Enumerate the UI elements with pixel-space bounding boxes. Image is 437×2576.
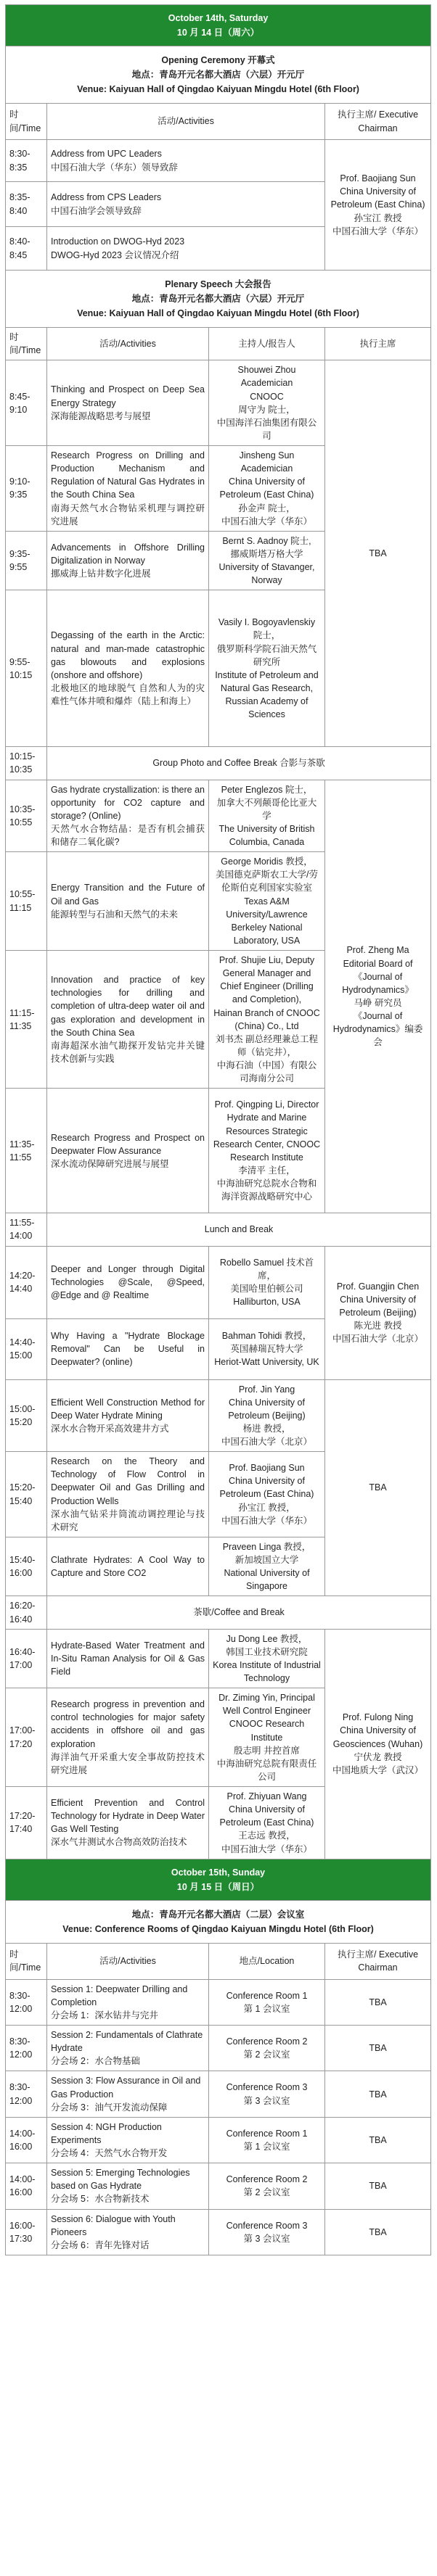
activity-cell: Why Having a "Hydrate Blockage Removal" Can be Useful in Deepwater? (online) xyxy=(47,1318,209,1379)
plenary-header xyxy=(6,271,431,328)
time-cell: 16:40-17:00 xyxy=(6,1629,47,1688)
location-cell: Conference Room 3 第 3 会议室 xyxy=(209,2209,325,2255)
activity-cell: Thinking and Prospect on Deep Sea Energy Strategy 深海能源战略思考与展望 xyxy=(47,360,209,446)
location-cell: Conference Room 2 第 2 会议室 xyxy=(209,2163,325,2209)
chair-cell: Prof. Baojiang Sun China University of Petroleum (East China) 孙宝江 教授 中国石油大学（华东） xyxy=(325,140,431,271)
speaker-cell: Ju Dong Lee 教授， 韩国工业技术研究院 Korea Institute of Industrial Technology xyxy=(209,1629,325,1688)
location-cell: Conference Room 1 第 1 会议室 xyxy=(209,2117,325,2163)
location-cell: Conference Room 2 第 2 会议室 xyxy=(209,2026,325,2071)
activity-cell: Session 6: Dialogue with Youth Pioneers 分会场 6：青年先锋对话 xyxy=(47,2209,209,2255)
lunch-row xyxy=(6,1213,431,1246)
chair-cell: Prof. Zheng Ma Editorial Board of《Journal of Hydrodynamics》 马峥 研究员 《Journal of Hydrodynamics》编委会 xyxy=(325,780,431,1213)
activity-cell: Research Progress and Prospect on Deepwater Flow Assurance 深水流动保障研究进展与展望 xyxy=(47,1089,209,1213)
activity-cell: Degassing of the earth in the Arctic: natural and man-made catastrophic gas blowouts and explosions (onshore and offshore) 北极地区的地球脱气 自然和人为的灾难性气体井喷和爆炸（陆上和海上） xyxy=(47,590,209,747)
time-cell: 8:30-12:00 xyxy=(6,2071,47,2117)
date-banner xyxy=(6,5,431,46)
plenary-col-headers xyxy=(6,328,431,360)
date-banner-2 xyxy=(6,1859,431,1900)
activity-cell: Session 2: Fundamentals of Clathrate Hydrate 分会场 2：水合物基础 xyxy=(47,2026,209,2071)
time-cell: 16:20-16:40 xyxy=(6,1596,47,1629)
time-cell: 14:00-16:00 xyxy=(6,2117,47,2163)
date-banner xyxy=(6,1859,431,1900)
activity-cell: Hydrate-Based Water Treatment and In-Situ Raman Analysis for Oil & Gas Field xyxy=(47,1629,209,1688)
day2-venue xyxy=(6,1900,431,1943)
speaker-cell: Vasily I. Bogoyavlenskiy 院士， 俄罗斯科学院石油天然气研究所 Institute of Petroleum and Natural Gas Research, Russian Academy of Sciences xyxy=(209,590,325,747)
session-title: Plenary Speech 大会报告 xyxy=(165,279,271,289)
speaker-cell: Prof. Shujie Liu, Deputy General Manager and Chief Engineer (Drilling and Completion), Hainan Branch of CNOOC (China) Co., Ltd 刘书杰 副总经理兼总工程师（钻完井）， 中海石油（中国）有限公司海南分公司 xyxy=(209,951,325,1089)
activity-cell: Research Progress on Drilling and Production Mechanism and Regulation of Natural Gas Hydrates in the South China Sea 南海天然气水合物钻采机理与调控研究进展 xyxy=(47,446,209,532)
day2-venue-cell xyxy=(6,1900,431,1943)
speaker-cell: Bernt S. Aadnoy 院士, 挪威斯塔万格大学 University of Stavanger, Norway xyxy=(209,531,325,590)
time-cell: 9:55-10:15 xyxy=(6,590,47,747)
activity-cell: Efficient Well Construction Method for Deep Water Hydrate Mining 深水水合物开采高效建井方式 xyxy=(47,1379,209,1452)
plenary-row xyxy=(6,1246,431,1318)
activity-cell: Innovation and practice of key technologies for drilling and completion of ultra-deep water oil and gas exploration and development in the South China Sea 南海超深水油气勘探开发钻完井关键技术创新与实践 xyxy=(47,951,209,1089)
time-cell: 16:00-17:30 xyxy=(6,2209,47,2255)
chair-cell: TBA xyxy=(325,2209,431,2255)
activity-cell: Clathrate Hydrates: A Cool Way to Capture and Store CO2 xyxy=(47,1537,209,1596)
day2-col-headers xyxy=(6,1943,431,1979)
time-cell: 8:30-12:00 xyxy=(6,1979,47,2025)
header-activity: 活动/Activities xyxy=(47,1943,209,1979)
opening-header xyxy=(6,46,431,104)
header-location: 地点/Location xyxy=(209,1943,325,1979)
activity-cell: Introduction on DWOG-Hyd 2023 DWOG-Hyd 2023 会议情况介绍 xyxy=(47,227,325,271)
date-cn: 10 月 15 日（周日） xyxy=(176,1881,260,1892)
time-cell: 15:00-15:20 xyxy=(6,1379,47,1452)
date-en: October 14th, Saturday xyxy=(168,13,269,23)
header-chair: 执行主席/ Executive Chairman xyxy=(325,1943,431,1979)
time-cell: 15:40-16:00 xyxy=(6,1537,47,1596)
session-title xyxy=(6,271,431,328)
location-cell: Conference Room 3 第 3 会议室 xyxy=(209,2071,325,2117)
session-venue-cn: 地点：青岛开元名都大酒店（六层）开元厅 xyxy=(131,70,305,80)
time-cell: 8:30-8:35 xyxy=(6,140,47,182)
chair-cell: TBA xyxy=(325,360,431,747)
time-cell: 8:35-8:40 xyxy=(6,182,47,227)
activity-cell: Session 4: NGH Production Experiments 分会场 4：天然气水合物开发 xyxy=(47,2117,209,2163)
speaker-cell: Prof. Zhiyuan Wang China University of Petroleum (East China) 王志远 教授， 中国石油大学（华东） xyxy=(209,1787,325,1859)
plenary-row xyxy=(6,360,431,446)
time-cell: 14:20-14:40 xyxy=(6,1246,47,1318)
break-label: 茶歇/Coffee and Break xyxy=(47,1596,431,1629)
speaker-cell: George Moridis 教授， 美国德克萨斯农工大学/劳伦斯伯克利国家实验室 Texas A&M University/Lawrence Berkeley National Laboratory, USA xyxy=(209,852,325,951)
time-cell: 9:10-9:35 xyxy=(6,446,47,532)
header-activity: 活动/Activities xyxy=(47,328,209,360)
plenary-row xyxy=(6,780,431,852)
header-chair: 执行主席 xyxy=(325,328,431,360)
header-chair: 执行主席/ Executive Chairman xyxy=(325,104,431,140)
plenary-row xyxy=(6,1379,431,1452)
opening-col-headers xyxy=(6,104,431,140)
activity-cell: Advancements in Offshore Drilling Digitalization in Norway 挪威海上钻井数字化进展 xyxy=(47,531,209,590)
time-cell: 9:35-9:55 xyxy=(6,531,47,590)
speaker-cell: Prof. Baojiang Sun China University of Petroleum (East China) 孙宝江 教授， 中国石油大学（华东） xyxy=(209,1452,325,1537)
time-cell: 8:40-8:45 xyxy=(6,227,47,271)
time-cell: 8:30-12:00 xyxy=(6,2026,47,2071)
day2-session-row xyxy=(6,2117,431,2163)
session-venue-cn: 地点：青岛开元名都大酒店（六层）开元厅 xyxy=(131,294,305,304)
chair-cell: TBA xyxy=(325,2026,431,2071)
day2-session-row xyxy=(6,2163,431,2209)
break-label: Group Photo and Coffee Break 合影与茶歇 xyxy=(47,747,431,780)
break-label: Lunch and Break xyxy=(47,1213,431,1246)
activity-cell: Session 3: Flow Assurance in Oil and Gas Production 分会场 3：油气开发流动保障 xyxy=(47,2071,209,2117)
time-cell: 11:55-14:00 xyxy=(6,1213,47,1246)
speaker-cell: Dr. Ziming Yin, Principal Well Control Engineer CNOOC Research Institute 殷志明 井控首席 中海油研究总院有限责任公司 xyxy=(209,1688,325,1787)
header-time: 时间/Time xyxy=(6,104,47,140)
day2-session-row xyxy=(6,2071,431,2117)
chair-cell: TBA xyxy=(325,1379,431,1596)
speaker-cell: Jinsheng Sun Academician China University of Petroleum (East China) 孙金声 院士， 中国石油大学（华东） xyxy=(209,446,325,532)
speaker-cell: Peter Englezos 院士， 加拿大不列颠哥伦比亚大学 The University of British Columbia, Canada xyxy=(209,780,325,852)
chair-cell: Prof. Fulong Ning China University of Geosciences (Wuhan) 宁伏龙 教授 中国地质大学（武汉） xyxy=(325,1629,431,1859)
activity-cell: Research on the Theory and Technology of Flow Control in Deepwater Oil and Gas Drilling and Production Wells 深水油气钻采井筒流动调控理论与技术研究 xyxy=(47,1452,209,1537)
speaker-cell: Shouwei Zhou Academician CNOOC 周守为 院士， 中国海洋石油集团有限公司 xyxy=(209,360,325,446)
activity-cell: Efficient Prevention and Control Technology for Hydrate in Deep Water Gas Well Testing 深水气井测试水合物高效防治技术 xyxy=(47,1787,209,1859)
day2-venue-cn: 地点：青岛开元名都大酒店（二层）会议室 xyxy=(131,1909,305,1920)
speaker-cell: Prof. Qingping Li, Director Hydrate and Marine Resources Strategic Research Center, CNOOC Research Institute 李清平 主任， 中海油研究总院水合物和海洋资源战略研究中心 xyxy=(209,1089,325,1213)
session-title xyxy=(6,46,431,104)
chair-cell: TBA xyxy=(325,2163,431,2209)
header-time: 时间/Time xyxy=(6,328,47,360)
activity-cell: Energy Transition and the Future of Oil and Gas 能源转型与石油和天然气的未来 xyxy=(47,852,209,951)
time-cell: 15:20-15:40 xyxy=(6,1452,47,1537)
time-cell: 10:55-11:15 xyxy=(6,852,47,951)
location-cell: Conference Room 1 第 1 会议室 xyxy=(209,1979,325,2025)
session-title: Opening Ceremony 开幕式 xyxy=(161,55,275,65)
schedule-table xyxy=(5,4,431,2255)
day2-session-row xyxy=(6,1979,431,2025)
time-cell: 17:20-17:40 xyxy=(6,1787,47,1859)
session-venue-en: Venue: Kaiyuan Hall of Qingdao Kaiyuan Mingdu Hotel (6th Floor) xyxy=(77,308,359,318)
opening-row xyxy=(6,140,431,182)
date-banner-1 xyxy=(6,5,431,46)
header-activity: 活动/Activities xyxy=(47,104,325,140)
activity-cell: Gas hydrate crystallization: is there an opportunity for CO2 capture and storage? (Online) 天然气水合物结晶：是否有机会捕获和储存二氧化碳? xyxy=(47,780,209,852)
chair-cell: TBA xyxy=(325,2071,431,2117)
activity-cell: Deeper and Longer through Digital Technologies @Scale, @Speed, @Edge and @ Realtime xyxy=(47,1246,209,1318)
time-cell: 11:15-11:35 xyxy=(6,951,47,1089)
chair-cell: TBA xyxy=(325,2117,431,2163)
header-time: 时间/Time xyxy=(6,1943,47,1979)
speaker-cell: Prof. Jin Yang China University of Petroleum (Beijing) 杨进 教授， 中国石油大学（北京） xyxy=(209,1379,325,1452)
chair-cell: TBA xyxy=(325,1979,431,2025)
day2-session-row xyxy=(6,2209,431,2255)
time-cell: 11:35-11:55 xyxy=(6,1089,47,1213)
chair-cell: Prof. Guangjin Chen China University of Petroleum (Beijing) 陈光进 教授 中国石油大学（北京） xyxy=(325,1246,431,1379)
speaker-cell: Praveen Linga 教授， 新加坡国立大学 National University of Singapore xyxy=(209,1537,325,1596)
session-venue-en: Venue: Kaiyuan Hall of Qingdao Kaiyuan Mingdu Hotel (6th Floor) xyxy=(77,84,359,94)
activity-cell: Session 5: Emerging Technologies based on Gas Hydrate 分会场 5：水合物新技术 xyxy=(47,2163,209,2209)
date-cn: 10 月 14 日（周六） xyxy=(176,28,260,38)
activity-cell: Session 1: Deepwater Drilling and Completion 分会场 1：深水钻井与完井 xyxy=(47,1979,209,2025)
photo-break-row xyxy=(6,747,431,780)
activity-cell: Research progress in prevention and control technologies for major safety accidents in offshore oil and gas exploration 海洋油气开采重大安全事故防控技术研究进展 xyxy=(47,1688,209,1787)
header-speaker: 主持人/报告人 xyxy=(209,328,325,360)
time-cell: 14:00-16:00 xyxy=(6,2163,47,2209)
time-cell: 8:45-9:10 xyxy=(6,360,47,446)
plenary-row xyxy=(6,1629,431,1688)
time-cell: 17:00-17:20 xyxy=(6,1688,47,1787)
date-en: October 15th, Sunday xyxy=(171,1867,266,1878)
time-cell: 10:35-10:55 xyxy=(6,780,47,852)
speaker-cell: Bahman Tohidi 教授， 英国赫瑞瓦特大学 Heriot-Watt University, UK xyxy=(209,1318,325,1379)
day2-session-row xyxy=(6,2026,431,2071)
coffee-row xyxy=(6,1596,431,1629)
activity-cell: Address from UPC Leaders 中国石油大学（华东）领导致辞 xyxy=(47,140,325,182)
speaker-cell: Robello Samuel 技术首席， 美国哈里伯顿公司 Halliburton, USA xyxy=(209,1246,325,1318)
activity-cell: Address from CPS Leaders 中国石油学会领导致辞 xyxy=(47,182,325,227)
time-cell: 10:15-10:35 xyxy=(6,747,47,780)
time-cell: 14:40-15:00 xyxy=(6,1318,47,1379)
day2-venue-en: Venue: Conference Rooms of Qingdao Kaiyuan Mingdu Hotel (6th Floor) xyxy=(62,1923,374,1934)
